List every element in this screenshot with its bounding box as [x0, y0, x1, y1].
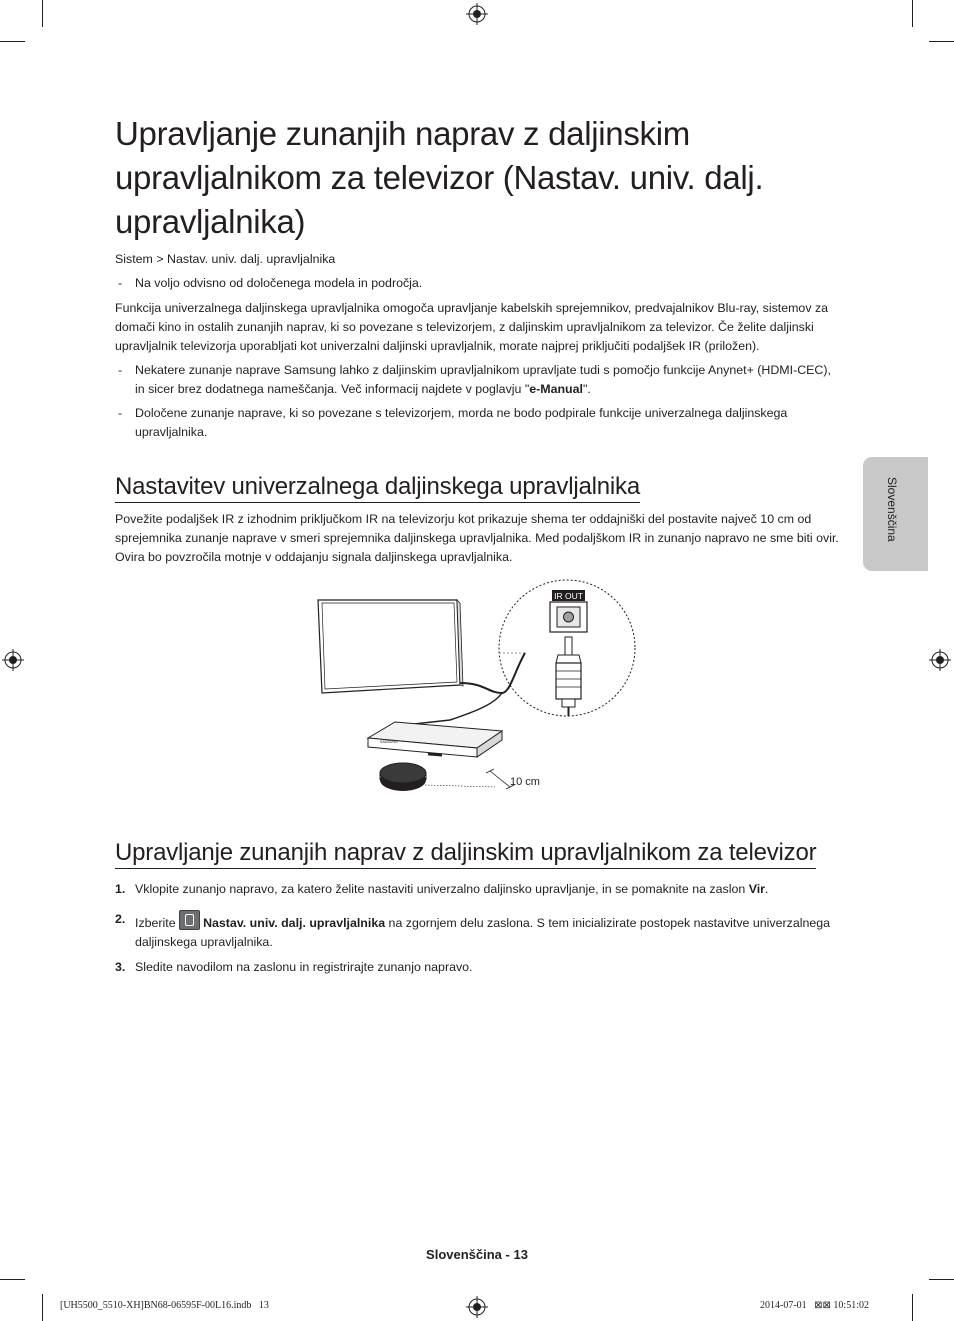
menu-path: [115, 250, 839, 269]
language-side-tab: [863, 457, 928, 571]
page-title: [115, 112, 855, 244]
step-text: .: [765, 882, 769, 896]
step-number: 1.: [115, 882, 126, 896]
intro-paragraph: Funkcija univerzalnega daljinskega upravljalnika omogoča upravljanje kabelskih sprejemnikov, predvajalnikov Blu-ray, sistemov za domači kino in ostalih zunanjih naprav, ki so povezane s televizorjem, z daljinskim upravljalnikom za televizor. Če želite daljinski upravljalnik televizorja uporabljati kot univerzalni daljinski upravljalnik, morate najprej priključiti podaljšek IR (priložen).: [115, 301, 829, 353]
note-text: Na voljo odvisno od določenega modela in področja.: [135, 276, 423, 290]
section-heading: Nastavitev univerzalnega daljinskega upravljalnika: [115, 472, 640, 503]
print-file-info: [UH5500_5510-XH]BN68-06595F-00L16.indb 13: [60, 1300, 269, 1311]
step-bold-term: Nastav. univ. dalj. upravljalnika: [203, 916, 386, 930]
crop-mark: [929, 1279, 954, 1280]
print-timestamp: 2014-07-01 ⊠⊠ 10:51:02: [760, 1300, 869, 1311]
step-item: [115, 910, 837, 952]
step-number: 2.: [115, 912, 126, 926]
ir-extender-diagram: [310, 575, 640, 800]
page-number: Slovenščina - 13: [426, 1247, 528, 1262]
distance-label: 10 cm: [510, 776, 540, 788]
page-title-line: Upravljanje zunanjih naprav z daljinskim: [115, 115, 690, 152]
crop-mark: [42, 1294, 43, 1321]
menu-path-item: Nastav. univ. dalj. upravljalnika: [167, 252, 336, 266]
port-label: IR OUT: [554, 591, 583, 601]
note-text: Določene zunanje naprave, ki so povezane s televizorjem, morda ne bodo podpirale funkcije univerzalnega daljinskega upravljalnika.: [135, 406, 788, 439]
step-item: [115, 880, 837, 899]
note-text: Nekatere zunanje naprave Samsung lahko z daljinskim upravljalnikom upravljate tudi s pomočjo funkcije Anynet+ (HDMI-CEC), in sicer brez dodatnega nameščanja. Več informacij najdete v poglavju ": [135, 363, 831, 396]
note-compatibility: - Določene zunanje naprave, ki so povezane s televizorjem, morda ne bodo podpirale funkcije univerzalnega daljinskega upravljalnika.: [118, 406, 788, 439]
registration-mark-icon: [466, 1296, 488, 1318]
step-text: Izberite: [135, 916, 180, 930]
step-text: Sledite navodilom na zaslonu in registrirajte zunanjo napravo.: [135, 960, 473, 974]
crop-mark: [0, 1279, 25, 1280]
side-tab-label: Slovenščina: [885, 477, 899, 542]
menu-path-separator: >: [156, 252, 164, 266]
e-manual-link[interactable]: e-Manual: [529, 382, 583, 396]
registration-mark-icon: [929, 649, 951, 671]
crop-mark: [912, 0, 913, 27]
crop-mark: [912, 1294, 913, 1321]
crop-mark: [0, 41, 25, 42]
section-heading: Upravljanje zunanjih naprav z daljinskim upravljalnikom za televizor: [115, 838, 816, 869]
step-text: Vklopite zunanjo napravo, za katero želite nastaviti univerzalno daljinsko upravljanje, in se pomaknite na zaslon: [135, 882, 749, 896]
registration-mark-icon: [466, 3, 488, 25]
crop-mark: [929, 41, 954, 42]
step-bold-term: Vir: [748, 882, 766, 896]
section1-paragraph: Povežite podaljšek IR z izhodnim priključkom IR na televizorju kot prikazuje shema ter oddajniški del postavite največ 10 cm od sprejemnika zunanje naprave v smeri sprejemnika daljinskega upravljalnika. Med podaljškom IR in zunanjo napravo ne sme biti ovir. Ovira bo povzročila motnje v oddajanju signala daljinskega upravljalnika.: [115, 512, 839, 564]
menu-path-root: Sistem: [115, 252, 153, 266]
note-text: ".: [582, 382, 591, 396]
step-number: 3.: [115, 960, 126, 974]
step-text: na zgornjem delu zaslona. S tem inicializirate postopek nastavitve univerzalnega daljinskega upravljalnika.: [135, 916, 831, 949]
universal-remote-menu-icon: [179, 910, 200, 930]
page-title-line: upravljalnikom za televizor (Nastav. univ. dalj.: [115, 159, 764, 196]
note-anynet: - Nekatere zunanje naprave Samsung lahko z daljinskim upravljalnikom upravljate tudi s pomočjo funkcije Anynet+ (HDMI-CEC), in sicer brez dodatnega nameščanja. Več informacij najdete v poglavju "e-Manual".: [118, 363, 831, 396]
crop-mark: [42, 0, 43, 27]
page-title-line: upravljalnika): [115, 203, 306, 240]
note-availability: - Na voljo odvisno od določenega modela in področja.: [118, 276, 423, 290]
device-brand: SAMSUNG: [380, 740, 398, 744]
step-item: [115, 958, 837, 977]
registration-mark-icon: [2, 649, 24, 671]
